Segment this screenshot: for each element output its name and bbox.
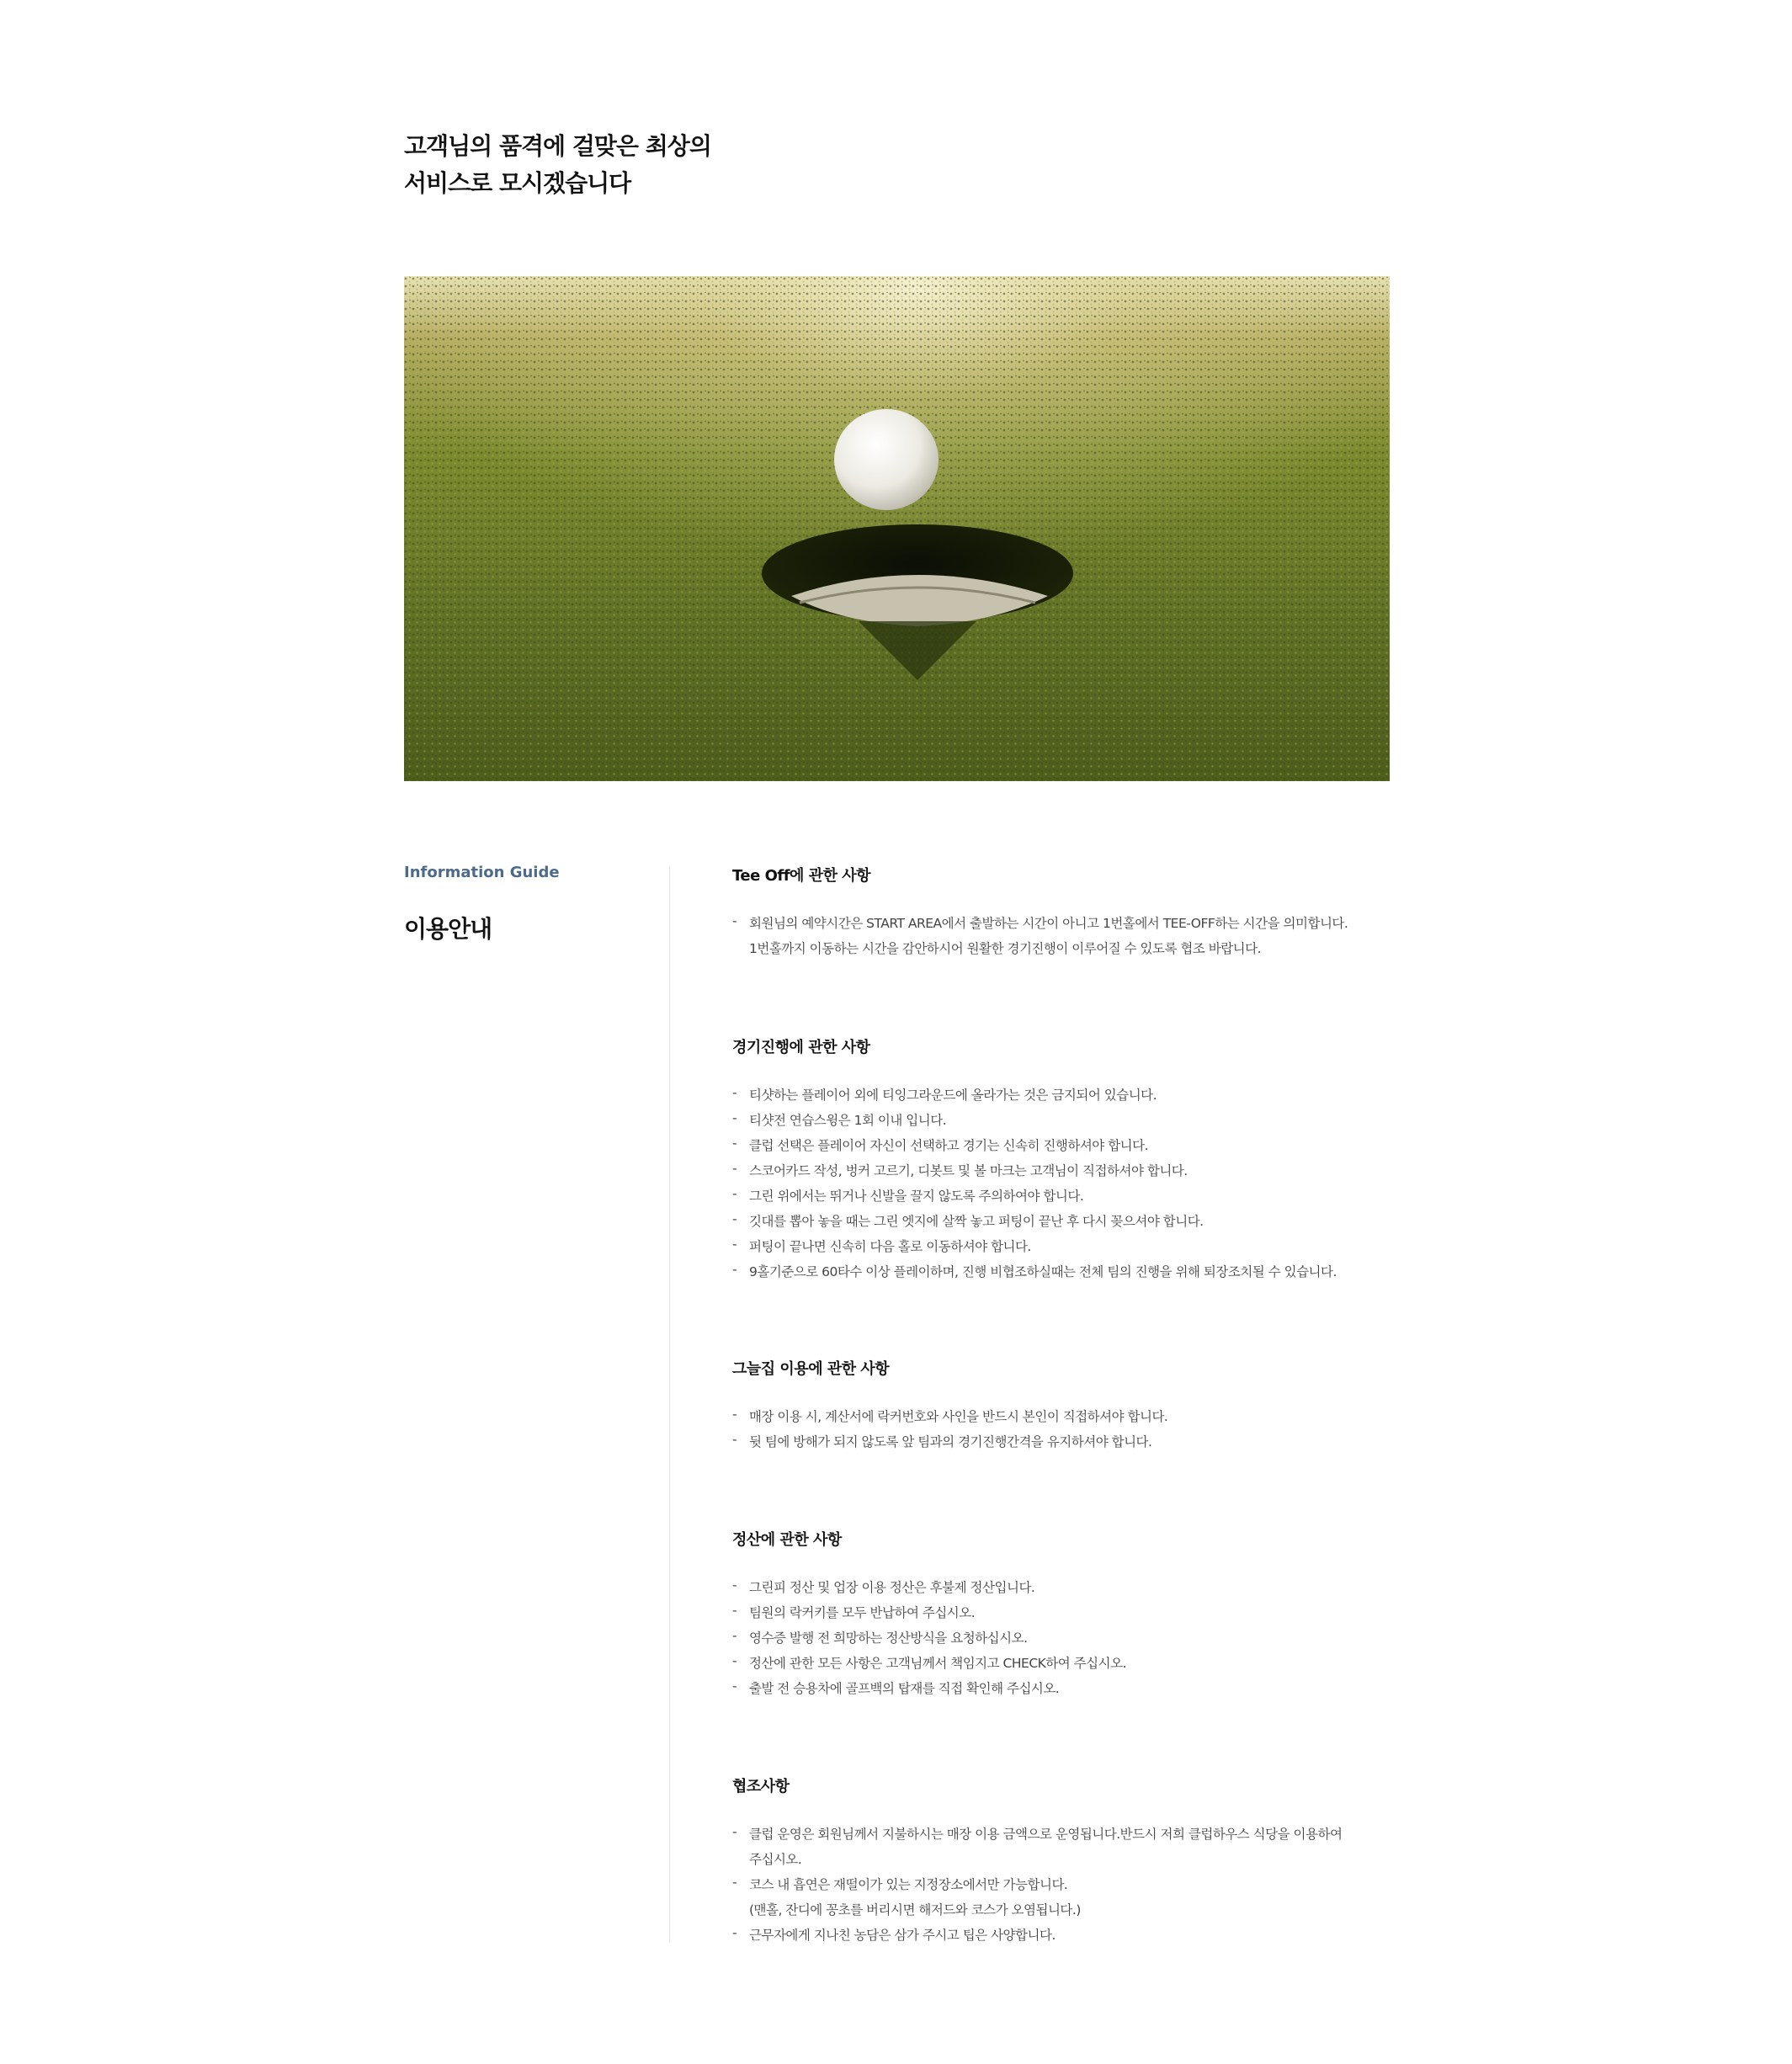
list-item-line: (맨홀, 잔디에 꽁초를 버리시면 해저드와 코스가 오염됩니다.) <box>749 1902 1081 1918</box>
section-list <box>732 1404 1397 1455</box>
section-title: 협조사항 <box>732 1778 790 1795</box>
list-item: - 깃대를 뽑아 놓을 때는 그린 엣지에 살짝 놓고 퍼팅이 끝난 후 다시 꽂으셔야 합니다. <box>732 1209 1397 1234</box>
hero-title-line2: 서비스로 모시겠습니다 <box>404 169 631 197</box>
section-title: 그늘집 이용에 관한 사항 <box>732 1360 890 1378</box>
section-game-progress <box>732 1037 1397 1285</box>
list-item: - 그린피 정산 및 업장 이용 정산은 후불제 정산입니다. <box>732 1575 1397 1600</box>
hero-title-line1: 고객님의 품격에 걸맞은 최상의 <box>404 132 711 160</box>
list-item: - 티샷전 연습스윙은 1회 이내 입니다. <box>732 1108 1397 1133</box>
list-item: - 티샷하는 플레이어 외에 티잉그라운드에 올라가는 것은 금지되어 있습니다. <box>732 1083 1397 1108</box>
list-item: - 정산에 관한 모든 사항은 고객님께서 책임지고 CHECK하여 주십시오. <box>732 1651 1397 1676</box>
section-list <box>732 1822 1397 1948</box>
golf-hole-photo <box>404 276 1390 781</box>
list-item: - 클럽 선택은 플레이어 자신이 선택하고 경기는 신속히 진행하셔야 합니다. <box>732 1133 1397 1158</box>
list-item <box>732 911 1397 961</box>
list-item <box>732 1872 1397 1923</box>
list-item: - 매장 이용 시, 계산서에 락커번호와 사인을 반드시 본인이 직접하셔야 합니다. <box>732 1404 1397 1429</box>
list-item-line: 주십시오. <box>749 1852 802 1867</box>
guide-label: Information Guide <box>404 864 560 881</box>
section-tee-off <box>732 865 1397 961</box>
list-item-line: - 코스 내 흡연은 재떨이가 있는 지정장소에서만 가능합니다. <box>749 1877 1068 1892</box>
hero-title <box>404 128 711 202</box>
section-settlement <box>732 1529 1397 1701</box>
section-title: 정산에 관한 사항 <box>732 1531 842 1549</box>
guide-title: 이용안내 <box>404 915 492 943</box>
vertical-divider <box>669 867 670 1943</box>
section-title: Tee Off에 관한 사항 <box>732 867 871 885</box>
list-item: - 팀원의 락커키를 모두 반납하여 주십시오. <box>732 1600 1397 1625</box>
list-item: - 스코어카드 작성, 벙커 고르기, 디봇트 및 볼 마크는 고객님이 직접하셔야 합니다. <box>732 1158 1397 1184</box>
list-item-line: - 클럽 운영은 회원님께서 지불하시는 매장 이용 금액으로 운영됩니다.반드시 저희 클럽하우스 식당을 이용하여 <box>749 1827 1343 1842</box>
list-item-line: 1번홀까지 이동하는 시간을 감안하시어 원활한 경기진행이 이루어질 수 있도록 협조 바랍니다. <box>749 941 1262 956</box>
list-item: - 영수증 발행 전 희망하는 정산방식을 요청하십시오. <box>732 1625 1397 1651</box>
list-item: - 9홀기준으로 60타수 이상 플레이하며, 진행 비협조하실때는 전체 팀의 진행을 위해 퇴장조치될 수 있습니다. <box>732 1259 1397 1285</box>
list-item-line: - 회원님의 예약시간은 START AREA에서 출발하는 시간이 아니고 1번홀에서 TEE-OFF하는 시간을 의미합니다. <box>749 916 1348 931</box>
section-list <box>732 1575 1397 1701</box>
list-item: - 출발 전 승용차에 골프백의 탑재를 직접 확인해 주십시오. <box>732 1676 1397 1701</box>
section-cooperation <box>732 1776 1397 1948</box>
list-item <box>732 1822 1397 1872</box>
section-list <box>732 911 1397 961</box>
section-title: 경기진행에 관한 사항 <box>732 1039 870 1056</box>
list-item: - 뒷 팀에 방해가 되지 않도록 앞 팀과의 경기진행간격을 유지하셔야 합니다. <box>732 1429 1397 1455</box>
list-item: - 근무자에게 지나친 농담은 삼가 주시고 팁은 사양합니다. <box>732 1923 1397 1948</box>
section-shelter <box>732 1359 1397 1455</box>
list-item: - 그린 위에서는 뛰거나 신발을 끌지 않도록 주의하여야 합니다. <box>732 1184 1397 1209</box>
list-item: - 퍼팅이 끝나면 신속히 다음 홀로 이동하셔야 합니다. <box>732 1234 1397 1259</box>
section-list <box>732 1083 1397 1285</box>
